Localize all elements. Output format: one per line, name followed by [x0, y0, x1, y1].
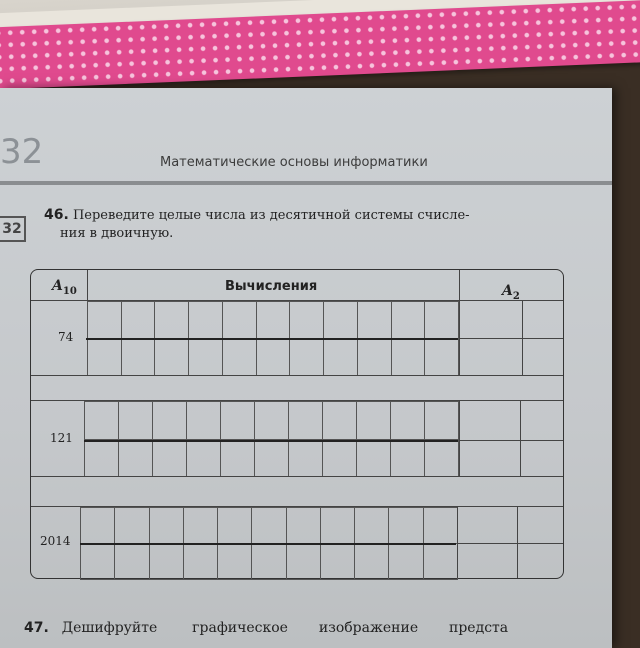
task-word: графическое — [192, 620, 288, 636]
grid-cell — [288, 401, 323, 440]
grid-cell — [186, 401, 221, 440]
grid-cell — [388, 507, 423, 544]
grid-cell — [80, 507, 115, 544]
task-46 — [44, 206, 572, 243]
a2-cell-rule — [457, 543, 563, 544]
grid-cell — [423, 507, 458, 544]
running-title: Математические основы информатики — [160, 155, 428, 170]
grid-cell — [286, 543, 321, 580]
grid-cell — [357, 338, 392, 376]
grid-cell — [424, 439, 459, 478]
grid-cell — [391, 301, 426, 339]
answer-line — [80, 543, 456, 545]
grid-cell — [356, 401, 391, 440]
col-divider — [457, 506, 458, 578]
grid-cell — [424, 401, 459, 440]
grid-cell — [354, 507, 389, 544]
task-text-line1: Переведите целые числа из десятичной системы счисле- — [72, 208, 470, 223]
grid-cell — [357, 301, 392, 339]
grid-cell — [251, 507, 286, 544]
col-divider — [459, 270, 460, 376]
grid-cell — [114, 543, 149, 580]
task-word: предста — [449, 620, 509, 636]
grid-cell — [254, 439, 289, 478]
grid-cell — [323, 301, 358, 339]
column-header-calculations: Вычисления — [225, 279, 318, 294]
grid-cell — [188, 338, 223, 376]
grid-cell — [152, 401, 187, 440]
task-47 — [24, 620, 508, 636]
task-word: Дешифруйте — [61, 620, 158, 636]
task-number: 46. — [44, 207, 69, 223]
col-divider — [459, 400, 460, 476]
header-rule — [0, 181, 612, 185]
grid-cell — [256, 338, 291, 376]
grid-cell — [188, 301, 223, 339]
answer-line — [86, 338, 458, 340]
a2-cell-divider — [517, 506, 518, 578]
a2-cell-rule — [459, 440, 563, 441]
grid-cell — [217, 543, 252, 580]
grid-cell — [423, 543, 458, 580]
a2-cell-rule — [459, 338, 563, 339]
column-header-a2: $A_2$ — [502, 283, 520, 302]
grid-cell — [84, 401, 119, 440]
calc-grid-row2 — [84, 401, 458, 476]
grid-cell — [154, 338, 189, 376]
grid-cell — [220, 401, 255, 440]
grid-cell — [183, 543, 218, 580]
row-value-121: 121 — [50, 431, 73, 445]
grid-cell — [390, 439, 425, 478]
grid-cell — [286, 507, 321, 544]
grid-cell — [121, 301, 156, 339]
grid-cell — [87, 338, 122, 376]
grid-cell — [87, 301, 122, 339]
grid-cell — [391, 338, 426, 376]
grid-cell — [256, 301, 291, 339]
grid-cell — [320, 543, 355, 580]
grid-cell — [354, 543, 389, 580]
row-value-74: 74 — [58, 330, 74, 344]
grid-cell — [80, 543, 115, 580]
grid-cell — [152, 439, 187, 478]
grid-cell — [388, 543, 423, 580]
grid-cell — [217, 507, 252, 544]
grid-cell — [254, 401, 289, 440]
task-text-line2: ния в двоичную. — [60, 226, 174, 241]
a2-cell-divider — [520, 400, 521, 476]
grid-cell — [323, 338, 358, 376]
grid-cell — [322, 439, 357, 478]
grid-cell — [220, 439, 255, 478]
grid-cell — [390, 401, 425, 440]
column-header-a10: $A_{10}$ — [52, 278, 77, 297]
grid-cell — [322, 401, 357, 440]
grid-cell — [320, 507, 355, 544]
grid-cell — [149, 543, 184, 580]
side-tab-number: 32 — [0, 216, 26, 242]
answer-line — [84, 440, 458, 442]
row-separator — [31, 375, 563, 376]
grid-cell — [222, 338, 257, 376]
grid-cell — [154, 301, 189, 339]
grid-cell — [424, 301, 459, 339]
grid-cell — [424, 338, 459, 376]
row-value-2014: 2014 — [40, 534, 71, 548]
grid-cell — [84, 439, 119, 478]
row-separator — [31, 476, 563, 477]
task-number: 47. — [24, 620, 49, 636]
grid-cell — [114, 507, 149, 544]
grid-cell — [289, 301, 324, 339]
grid-cell — [118, 439, 153, 478]
grid-cell — [222, 301, 257, 339]
grid-cell — [289, 338, 324, 376]
col-divider — [87, 270, 88, 301]
grid-cell — [356, 439, 391, 478]
grid-cell — [121, 338, 156, 376]
grid-cell — [288, 439, 323, 478]
grid-cell — [251, 543, 286, 580]
grid-cell — [149, 507, 184, 544]
grid-cell — [118, 401, 153, 440]
task-word: изображение — [318, 620, 419, 636]
grid-cell — [186, 439, 221, 478]
page-number: 32 — [0, 132, 44, 172]
grid-cell — [183, 507, 218, 544]
